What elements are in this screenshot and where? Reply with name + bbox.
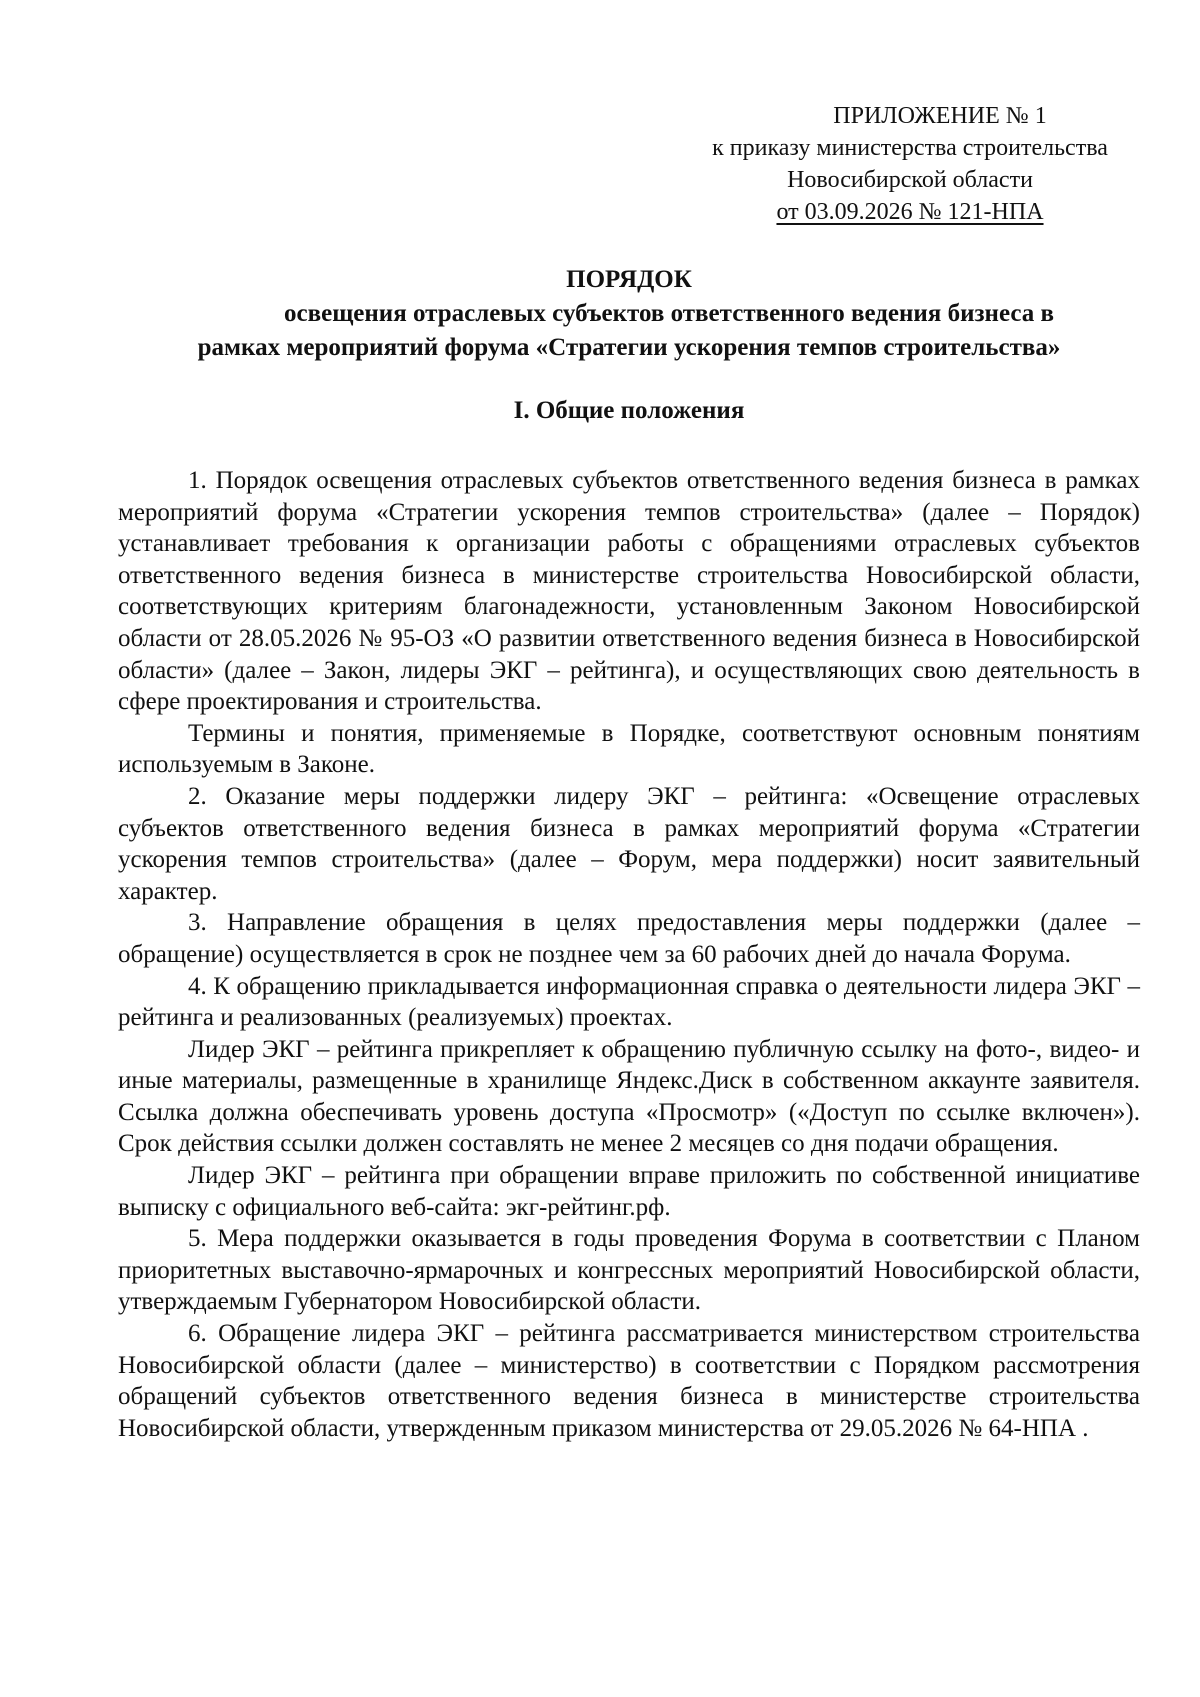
paragraph-2: 2. Оказание меры поддержки лидеру ЭКГ – рейтинга: «Освещение отраслевых субъектов ответственного ведения бизнеса в рамках мероприятий форума «Стратегии ускорения темпов строительства» (далее – Форум, мера поддержки) носит заявительный характер. [118,782,1140,905]
paragraph-3: 3. Направление обращения в целях предоставления меры поддержки (далее – обращение) осуществляется в срок не позднее чем за 60 рабочих дней до начала Форума. [118,909,1140,968]
appendix-order-reference: к приказу министерства строительства [712,135,1108,161]
paragraph-4: 4. К обращению прикладывается информационная справка о деятельности лидера ЭКГ – рейтинга и реализованных (реализуемых) проектах. [118,972,1140,1032]
paragraph-6: 6. Обращение лидера ЭКГ – рейтинга рассматривается министерством строительства Новосибирской области (далее – министерство) в соответствии с Порядком рассмотрения обращений субъектов ответственного ведения бизнеса в министерстве строительства Новосибирской области, утвержденным приказом министерства от 29.05.2026 № 64-НПА . [118,1320,1140,1442]
appendix-number: ПРИЛОЖЕНИЕ № 1 [833,103,1047,129]
title-main: ПОРЯДОК [566,266,692,293]
appendix-region: Новосибирской области [787,167,1033,193]
paragraph-4-extract: Лидер ЭКГ – рейтинга при обращении вправе приложить по собственной инициативе выписку с официального веб-сайта: экг-рейтинг.рф. [118,1162,1140,1221]
document-body [118,465,1140,1444]
title-subtitle-line2: рамках мероприятий форума «Стратегии ускорения темпов строительства» [197,334,1061,361]
paragraph-4-link: Лидер ЭКГ – рейтинга прикрепляет к обращению публичную ссылку на фото-, видео- и иные материалы, размещенные в хранилище Яндекс.Диск в собственном аккаунте заявителя. Ссылка должна обеспечивать уровень доступа «Просмотр» («Доступ по ссылке включен»). Срок действия ссылки должен составлять не менее 2 месяцев со дня подачи обращения. [118,1035,1140,1158]
document-title [118,263,1140,365]
paragraph-5: 5. Мера поддержки оказывается в годы проведения Форума в соответствии с Планом приоритетных выставочно-ярмарочных и конгрессных мероприятий Новосибирской области, утверждаемым Губернатором Новосибирской области. [118,1225,1140,1316]
paragraph-terms: Термины и понятия, применяемые в Порядке, соответствуют основным понятиям используемым в Законе. [118,719,1140,779]
paragraph-1: 1. Порядок освещения отраслевых субъектов ответственного ведения бизнеса в рамках мероприятий форума «Стратегии ускорения темпов строительства» (далее – Порядок) устанавливает требования к организации работы с обращениями отраслевых субъектов ответственного ведения бизнеса в министерстве строительства Новосибирской области, соответствующих критериям благонадежности, установленным Законом Новосибирской области от 28.05.2026 № 95-ОЗ «О развитии ответственного ведения бизнеса в Новосибирской области» (далее – Закон, лидеры ЭКГ – рейтинга), и осуществляющих свою деятельность в сфере проектирования и строительства. [118,467,1140,716]
section-heading: I. Общие положения [513,397,745,424]
title-subtitle-line1: освещения отраслевых субъектов ответственного ведения бизнеса в [284,300,1054,327]
appendix-header [660,100,1160,228]
appendix-date-number: от 03.09.2026 № 121-НПА [776,199,1044,225]
